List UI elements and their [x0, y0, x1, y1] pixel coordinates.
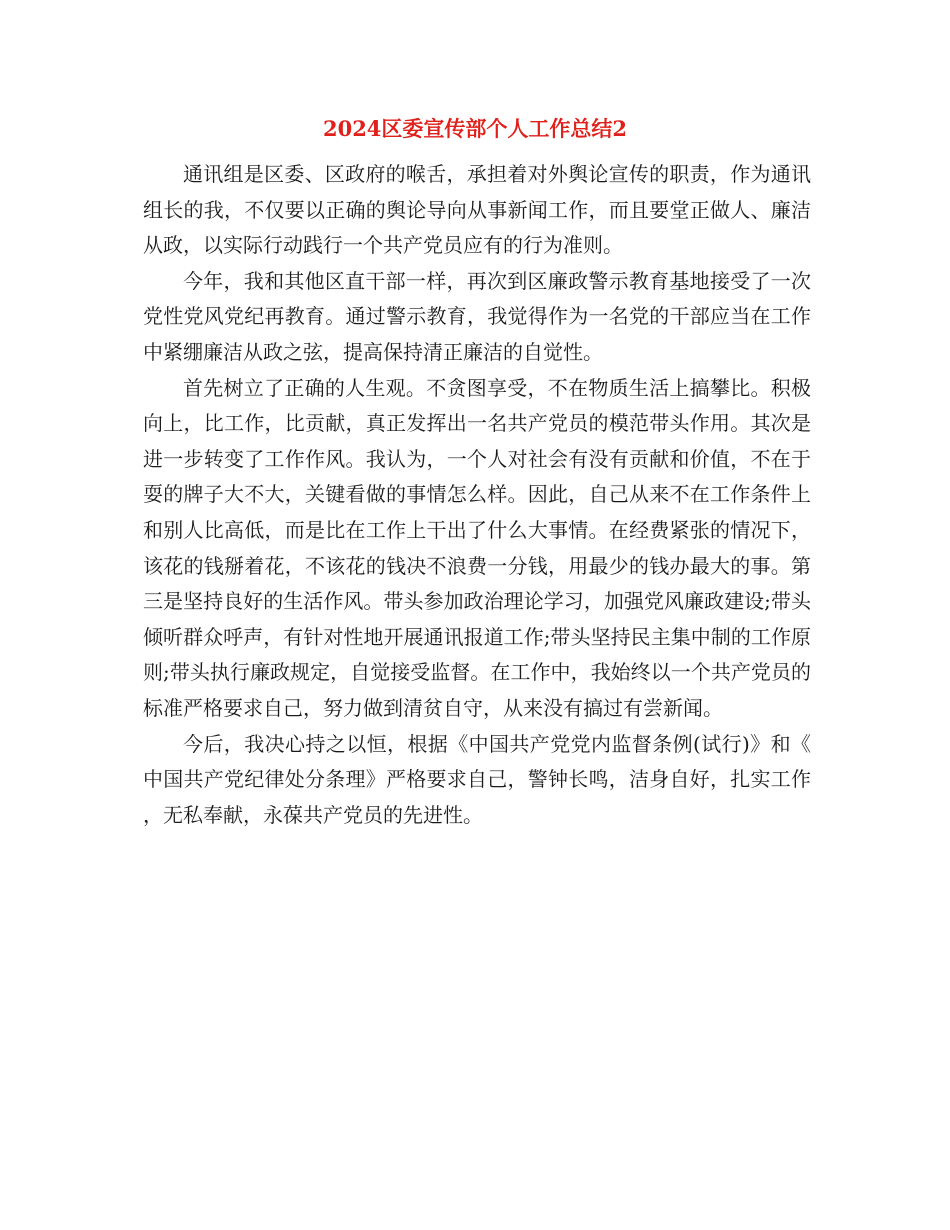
- paragraph-3: 首先树立了正确的人生观。不贪图享受，不在物质生活上搞攀比。积极向上，比工作，比贡献，真正发挥出一名共产党员的模范带头作用。其次是进一步转变了工作作风。我认为，一个人对社会有没有贡献和价值，不在于耍的牌子大不大，关键看做的事情怎么样。因此，自己从来不在工作条件上和别人比高低，而是比在工作上干出了什么大事情。在经费紧张的情况下，该花的钱掰着花，不该花的钱决不浪费一分钱，用最少的钱办最大的事。第三是坚持良好的生活作风。带头参加政治理论学习，加强党风廉政建设;带头倾听群众呼声，有针对性地开展通讯报道工作;带头坚持民主集中制的工作原则;带头执行廉政规定，自觉接受监督。在工作中，我始终以一个共产党员的标准严格要求自己，努力做到清贫自守，从来没有搞过有尝新闻。: [143, 375, 811, 720]
- document-title: 2024区委宣传部个人工作总结2: [322, 116, 628, 141]
- paragraph-1: 通讯组是区委、区政府的喉舌，承担着对外舆论宣传的职责，作为通讯组长的我，不仅要以正确的舆论导向从事新闻工作，而且要堂正做人、廉洁从政，以实际行动践行一个共产党员应有的行为准则。: [143, 162, 811, 258]
- document-body: [143, 157, 811, 833]
- paragraph-2: 今年，我和其他区直干部一样，再次到区廉政警示教育基地接受了一次党性党风党纪再教育。通过警示教育，我觉得作为一名党的干部应当在工作中紧绷廉洁从政之弦，提高保持清正廉洁的自觉性。: [143, 268, 811, 364]
- paragraph-4: 今后，我决心持之以恒，根据《中国共产党党内监督条例(试行)》和《中国共产党纪律处分条理》严格要求自己，警钟长鸣，洁身自好，扎实工作，无私奉献，永葆共产党员的先进性。: [143, 731, 811, 827]
